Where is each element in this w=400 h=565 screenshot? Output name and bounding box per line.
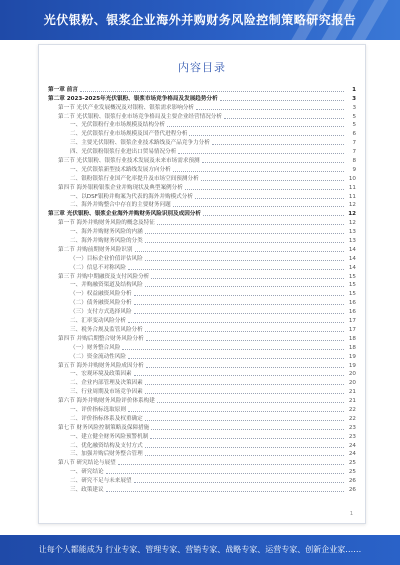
toc-entry-title: 一、海外并购财务风险的内涵 (70, 229, 143, 236)
toc-entry-title: 一、光伏银粉行业市场规模及结构分析 (70, 122, 166, 129)
toc-entry-title: 第一节 海外并购财务风险的概念及特征 (58, 220, 155, 227)
toc-entry[interactable] (48, 405, 356, 414)
toc-entry-title: 第一节 光伏产业发展概况及对银粉、银浆需求影响分析 (58, 104, 195, 111)
toc-leader-dots (135, 251, 345, 252)
toc-entry[interactable] (48, 121, 356, 130)
toc-entry-title: 第八节 研究结论与展望 (58, 460, 116, 467)
toc-entry-title: 第二节 光伏银粉、银浆行业市场竞争格局及主要企业经营情况分析 (58, 113, 222, 120)
toc-entry-page: 11 (348, 184, 356, 191)
toc-entry-title: 一、以DSF银粉并购案为代表的海外并购模式分析 (70, 193, 193, 200)
toc-entry[interactable] (48, 103, 356, 112)
toc-entry[interactable] (48, 254, 356, 263)
toc-entry-page: 22 (348, 415, 356, 422)
toc-entry-page: 20 (348, 371, 356, 378)
toc-entry[interactable] (48, 138, 356, 147)
toc-leader-dots (145, 242, 344, 243)
toc-leader-dots (151, 278, 344, 279)
toc-entry-title: 二、企业内部管理及决策因素 (70, 380, 143, 387)
toc-entry-title: 第七节 财务风险控制策略及保障措施 (58, 424, 150, 431)
toc-entry-page: 12 (348, 202, 356, 209)
toc-leader-dots (189, 135, 344, 136)
toc-leader-dots (145, 447, 344, 448)
toc-entry-page: 19 (348, 362, 356, 369)
toc-entry-title: 二、评价指标体系及权重确定 (70, 415, 143, 422)
toc-entry[interactable] (48, 396, 356, 405)
toc-entry-page: 17 (348, 318, 356, 325)
toc-entry[interactable] (48, 307, 356, 316)
toc-leader-dots (145, 393, 344, 394)
toc-entry[interactable] (48, 450, 356, 459)
toc-leader-dots (145, 331, 344, 332)
toc-leader-dots (80, 91, 344, 92)
toc-leader-dots (173, 206, 344, 207)
toc-entry-page: 12 (348, 220, 356, 227)
toc-entry[interactable] (48, 85, 356, 94)
toc-entry[interactable] (48, 316, 356, 325)
toc-entry-page: 5 (352, 122, 356, 129)
toc-leader-dots (224, 118, 344, 119)
toc-entry-title: （二）资金流动性风险 (70, 353, 126, 360)
toc-entry[interactable] (48, 272, 356, 281)
toc-leader-dots (146, 340, 344, 341)
toc-entry-page: 22 (348, 406, 356, 413)
toc-entry-page: 7 (352, 149, 356, 156)
toc-leader-dots (167, 126, 344, 127)
toc-entry-page: 3 (352, 104, 356, 111)
toc-entry[interactable] (48, 387, 356, 396)
toc-entry-page: 5 (352, 113, 356, 120)
toc-entry[interactable] (48, 423, 356, 432)
toc-entry-page: 19 (348, 353, 356, 360)
toc-entry-title: 第三章 光伏银粉、银浆企业海外并购财务风险识别及成因分析 (48, 211, 201, 218)
toc-leader-dots (220, 100, 344, 101)
toc-entry-title: 二、汇率变动风险分析 (70, 318, 126, 325)
toc-entry-title: 一、光伏银浆新型技术路线发展方向分析 (70, 166, 171, 173)
toc-entry-title: 一、建立健全财务风险预警机制 (70, 433, 149, 440)
toc-entry-title: 第一章 前言 (48, 86, 78, 93)
toc-entry-title: 第二节 并购前期财务风险识别 (58, 246, 133, 253)
toc-heading: 内容目录 (178, 61, 226, 74)
toc-entry-title: （二）信息不对称风险 (70, 264, 126, 271)
toc-entry[interactable] (48, 227, 356, 236)
toc-entry-page: 21 (348, 398, 356, 405)
toc-entry-page: 14 (348, 246, 356, 253)
toc-entry-page: 16 (348, 300, 356, 307)
toc-entry-title: 四、光伏银粉银浆行业进出口贸易情况分析 (70, 149, 177, 156)
toc-entry[interactable] (48, 174, 356, 183)
toc-leader-dots (196, 109, 344, 110)
toc-entry[interactable] (48, 129, 356, 138)
toc-entry-page: 15 (348, 282, 356, 289)
toc-entry-title: 二、研究不足与未来展望 (70, 478, 132, 485)
toc-entry-page: 13 (348, 238, 356, 245)
toc-entry-title: 三、政策建议 (70, 486, 104, 493)
toc-entry[interactable] (48, 441, 356, 450)
toc-entry-title: （一）权益融资风险分析 (70, 291, 132, 298)
toc-leader-dots (212, 144, 344, 145)
toc-entry-title: 三、行业周期及市场竞争因素 (70, 389, 143, 396)
toc-leader-dots (145, 420, 344, 421)
toc-entry[interactable] (48, 298, 356, 307)
toc-entry[interactable] (48, 289, 356, 298)
toc-entry[interactable] (48, 218, 356, 227)
header-banner (0, 0, 400, 40)
toc-leader-dots (118, 464, 344, 465)
toc-entry[interactable] (48, 156, 356, 165)
toc-entry[interactable] (48, 343, 356, 352)
toc-entry-title: 第五节 海外并购财务风险成因分析 (58, 362, 144, 369)
toc-entry[interactable] (48, 94, 356, 103)
toc-entry[interactable] (48, 245, 356, 254)
toc-entry-page: 24 (348, 442, 356, 449)
toc-entry-page: 18 (348, 335, 356, 342)
toc-entry[interactable] (48, 485, 356, 494)
toc-entry-page: 3 (352, 95, 356, 102)
toc-entry-page: 14 (348, 255, 356, 262)
toc-entry-page: 21 (348, 389, 356, 396)
toc-entry[interactable] (48, 361, 356, 370)
toc-entry-page: 26 (348, 478, 356, 485)
toc-leader-dots (145, 260, 344, 261)
toc-leader-dots (157, 224, 344, 225)
toc-entry[interactable] (48, 263, 356, 272)
toc-entry-title: 一、研究结论 (70, 469, 104, 476)
page-number: 1 (349, 511, 353, 517)
toc-leader-dots (173, 171, 344, 172)
toc-entry[interactable] (48, 236, 356, 245)
toc-entry-page: 23 (348, 433, 356, 440)
toc-leader-dots (134, 304, 344, 305)
toc-entry[interactable] (48, 201, 356, 210)
toc-entry-page: 13 (348, 229, 356, 236)
toc-entry[interactable] (48, 334, 356, 343)
toc-entry-title: 三、加强并购后财务整合管理 (70, 451, 143, 458)
toc-entry-page: 25 (348, 460, 356, 467)
toc-entry-title: 第六节 海外并购财务风险评价体系构建 (58, 398, 155, 405)
toc-entry-title: （二）债务融资风险分析 (70, 300, 132, 307)
toc-leader-dots (106, 473, 344, 474)
toc-entry[interactable] (48, 414, 356, 423)
toc-leader-dots (201, 180, 344, 181)
toc-entry-title: 一、宏观环境及政策因素 (70, 371, 132, 378)
toc-leader-dots (145, 384, 344, 385)
toc-entry-title: 二、海外并购整合中存在的主要财务问题 (70, 202, 171, 209)
toc-entry-title: （三）支付方式选择风险 (70, 309, 132, 316)
toc-entry[interactable] (48, 458, 356, 467)
toc-leader-dots (195, 198, 344, 199)
toc-leader-dots (106, 491, 344, 492)
toc-entry[interactable] (48, 476, 356, 485)
toc-entry[interactable] (48, 183, 356, 192)
toc-entry-title: 二、优化融资结构及支付方式 (70, 442, 143, 449)
toc-entry-page: 23 (348, 424, 356, 431)
toc-entry[interactable] (48, 432, 356, 441)
footer-slogan: 让每个人都能成为 行业专家、管理专家、营销专家、战略专家、运营专家、创新企业家…… (38, 545, 362, 554)
toc-leader-dots (146, 367, 344, 368)
toc-entry-page: 24 (348, 451, 356, 458)
toc-leader-dots (151, 429, 344, 430)
document-page (38, 44, 366, 524)
toc-leader-dots (145, 455, 344, 456)
toc-entry[interactable] (48, 147, 356, 156)
toc-entry-page: 15 (348, 273, 356, 280)
toc-leader-dots (128, 269, 344, 270)
toc-entry[interactable] (48, 281, 356, 290)
toc-entry-page: 12 (348, 211, 356, 218)
toc-entry-page: 8 (352, 158, 356, 165)
toc-entry-title: 二、光伏银浆行业市场规模及国产替代进程分析 (70, 131, 188, 138)
toc-list (48, 85, 356, 494)
toc-entry-page: 14 (348, 264, 356, 271)
toc-leader-dots (157, 402, 344, 403)
toc-leader-dots (185, 189, 344, 190)
toc-entry-page: 15 (348, 291, 356, 298)
toc-entry-page: 6 (352, 131, 356, 138)
toc-leader-dots (178, 153, 344, 154)
toc-leader-dots (128, 411, 344, 412)
toc-entry-page: 26 (348, 486, 356, 493)
toc-entry[interactable] (48, 112, 356, 121)
toc-leader-dots (145, 286, 344, 287)
report-title: 光伏银粉、银浆企业海外并购财务风险控制策略研究报告 (43, 13, 357, 27)
toc-entry-title: （一）财务整合风险 (70, 344, 121, 351)
toc-entry-page: 10 (348, 175, 356, 182)
toc-leader-dots (145, 233, 344, 234)
toc-entry-title: 三、主要光伏银粉、银浆企业技术路线及产品竞争力分析 (70, 140, 210, 147)
toc-leader-dots (128, 322, 344, 323)
toc-entry-title: （一）目标企业价值评估风险 (70, 255, 143, 262)
toc-entry-page: 20 (348, 380, 356, 387)
toc-leader-dots (134, 295, 344, 296)
toc-entry-page: 7 (352, 140, 356, 147)
toc-entry[interactable] (48, 370, 356, 379)
toc-entry-page: 17 (348, 326, 356, 333)
toc-entry[interactable] (48, 467, 356, 476)
toc-entry-title: 二、银粉银浆行业国产化率提升及市场空间预测分析 (70, 175, 199, 182)
toc-entry-title: 三、税务合规及监管风险分析 (70, 326, 143, 333)
toc-entry[interactable] (48, 352, 356, 361)
toc-entry[interactable] (48, 209, 356, 218)
toc-entry-page: 16 (348, 309, 356, 316)
toc-leader-dots (202, 162, 344, 163)
toc-entry-page: 1 (352, 86, 356, 93)
toc-entry-page: 25 (348, 469, 356, 476)
toc-entry-title: 第三节 并购中期融资及支付风险分析 (58, 273, 150, 280)
toc-leader-dots (134, 313, 344, 314)
toc-entry[interactable] (48, 378, 356, 387)
toc-leader-dots (128, 358, 344, 359)
toc-leader-dots (150, 438, 344, 439)
toc-entry[interactable] (48, 192, 356, 201)
toc-entry[interactable] (48, 325, 356, 334)
toc-entry-title: 第四节 海外银粉银浆企业并购现状及典型案例分析 (58, 184, 183, 191)
toc-leader-dots (134, 482, 344, 483)
footer-banner (0, 535, 400, 565)
toc-entry[interactable] (48, 165, 356, 174)
toc-entry-title: 二、海外并购财务风险的分类 (70, 238, 143, 245)
toc-entry-title: 第四节 并购后期整合财务风险分析 (58, 335, 144, 342)
toc-entry-title: 第三节 光伏银粉、银浆行业技术发展及未来市场需求预测 (58, 158, 200, 165)
toc-entry-page: 18 (348, 344, 356, 351)
toc-entry-page: 11 (348, 193, 356, 200)
toc-leader-dots (134, 375, 344, 376)
toc-leader-dots (203, 215, 344, 216)
toc-entry-title: 一、并购融资渠道及结构风险 (70, 282, 143, 289)
toc-leader-dots (122, 349, 344, 350)
toc-entry-page: 9 (352, 166, 356, 173)
toc-entry-title: 第二章 2023-2025年光伏银粉、银浆市场竞争格局及发展趋势分析 (48, 95, 218, 102)
toc-entry-title: 一、评价指标选取原则 (70, 406, 126, 413)
